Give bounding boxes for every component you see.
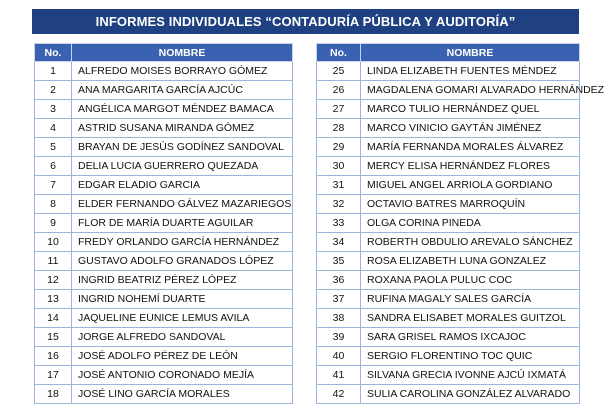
row-number: 38 xyxy=(317,309,361,328)
row-name: MAGDALENA GOMARI ALVARADO HERNÁNDEZ xyxy=(361,81,580,100)
row-number: 32 xyxy=(317,195,361,214)
table-row xyxy=(35,100,293,119)
row-name: RUFINA MAGALY SALES GARCÍA xyxy=(361,290,580,309)
row-number: 41 xyxy=(317,366,361,385)
column-header-name: NOMBRE xyxy=(361,44,580,62)
row-name: MIGUEL ANGEL ARRIOLA GORDIANO xyxy=(361,176,580,195)
row-number: 15 xyxy=(35,328,72,347)
table-row xyxy=(317,62,580,81)
table-row xyxy=(317,119,580,138)
row-name: JAQUELINE EUNICE LEMUS AVILA xyxy=(72,309,293,328)
table-row xyxy=(35,81,293,100)
table-row xyxy=(317,347,580,366)
table-header-row xyxy=(35,44,293,62)
row-number: 42 xyxy=(317,385,361,404)
row-name: SARA GRISEL RAMOS IXCAJOC xyxy=(361,328,580,347)
row-name: GUSTAVO ADOLFO GRANADOS LÓPEZ xyxy=(72,252,293,271)
table-row xyxy=(317,366,580,385)
table-row xyxy=(35,157,293,176)
row-number: 25 xyxy=(317,62,361,81)
row-number: 34 xyxy=(317,233,361,252)
row-number: 2 xyxy=(35,81,72,100)
table-row xyxy=(317,385,580,404)
row-name: MARÍA FERNANDA MORALES ÁLVAREZ xyxy=(361,138,580,157)
row-name: ANGÉLICA MARGOT MÉNDEZ BAMACA xyxy=(72,100,293,119)
row-number: 7 xyxy=(35,176,72,195)
column-header-name: NOMBRE xyxy=(72,44,293,62)
row-name: SULIA CAROLINA GONZÁLEZ ALVARADO xyxy=(361,385,580,404)
row-name: SILVANA GRECIA IVONNE AJCÚ IXMATÁ xyxy=(361,366,580,385)
table-row xyxy=(317,138,580,157)
table-row xyxy=(35,195,293,214)
row-number: 31 xyxy=(317,176,361,195)
table-row xyxy=(317,100,580,119)
row-number: 14 xyxy=(35,309,72,328)
table-row xyxy=(317,309,580,328)
row-number: 35 xyxy=(317,252,361,271)
table-row xyxy=(35,290,293,309)
table-row xyxy=(35,366,293,385)
table-row xyxy=(35,309,293,328)
row-name: JOSÉ LINO GARCÍA MORALES xyxy=(72,385,293,404)
row-number: 10 xyxy=(35,233,72,252)
table-row xyxy=(317,233,580,252)
row-number: 8 xyxy=(35,195,72,214)
row-name: DELIA LUCIA GUERRERO QUEZADA xyxy=(72,157,293,176)
row-name: ROXANA PAOLA PULUC COC xyxy=(361,271,580,290)
row-number: 37 xyxy=(317,290,361,309)
row-number: 29 xyxy=(317,138,361,157)
row-name: ASTRID SUSANA MIRANDA GÓMEZ xyxy=(72,119,293,138)
table-row xyxy=(317,271,580,290)
row-name: BRAYAN DE JESÚS GODÍNEZ SANDOVAL xyxy=(72,138,293,157)
row-name: OCTAVIO BATRES MARROQUÍN xyxy=(361,195,580,214)
table-row xyxy=(35,214,293,233)
table-row xyxy=(317,81,580,100)
table-row xyxy=(35,252,293,271)
row-number: 26 xyxy=(317,81,361,100)
row-name: OLGA CORINA PINEDA xyxy=(361,214,580,233)
row-name: EDGAR ELADIO GARCIA xyxy=(72,176,293,195)
names-table-right xyxy=(316,43,604,404)
table-row xyxy=(35,176,293,195)
row-number: 39 xyxy=(317,328,361,347)
table-row xyxy=(317,176,580,195)
table-row xyxy=(317,290,580,309)
row-name: INGRID NOHEMÍ DUARTE xyxy=(72,290,293,309)
table-row xyxy=(35,385,293,404)
row-number: 17 xyxy=(35,366,72,385)
column-header-number: No. xyxy=(317,44,361,62)
row-name: ROBERTH OBDULIO AREVALO SÁNCHEZ xyxy=(361,233,580,252)
row-number: 1 xyxy=(35,62,72,81)
table-row xyxy=(35,271,293,290)
row-name: ALFREDO MOISES BORRAYO GÓMEZ xyxy=(72,62,293,81)
row-number: 18 xyxy=(35,385,72,404)
table-row xyxy=(35,119,293,138)
row-number: 5 xyxy=(35,138,72,157)
row-name: FREDY ORLANDO GARCÍA HERNÁNDEZ xyxy=(72,233,293,252)
row-name: MERCY ELISA HERNÁNDEZ FLORES xyxy=(361,157,580,176)
row-number: 28 xyxy=(317,119,361,138)
row-name: ROSA ELIZABETH LUNA GONZALEZ xyxy=(361,252,580,271)
table-row xyxy=(317,214,580,233)
row-number: 3 xyxy=(35,100,72,119)
row-number: 12 xyxy=(35,271,72,290)
column-header-number: No. xyxy=(35,44,72,62)
row-number: 30 xyxy=(317,157,361,176)
table-header-row xyxy=(317,44,580,62)
row-name: SANDRA ELISABET MORALES GUITZOL xyxy=(361,309,580,328)
row-name: INGRID BEATRIZ PÉREZ LÓPEZ xyxy=(72,271,293,290)
row-name: ELDER FERNANDO GÁLVEZ MAZARIEGOS xyxy=(72,195,293,214)
row-name: JOSÉ ANTONIO CORONADO MEJÍA xyxy=(72,366,293,385)
table-row xyxy=(35,328,293,347)
row-name: FLOR DE MARÍA DUARTE AGUILAR xyxy=(72,214,293,233)
row-number: 6 xyxy=(35,157,72,176)
table-row xyxy=(317,195,580,214)
row-name: ANA MARGARITA GARCÍA AJCÚC xyxy=(72,81,293,100)
table-row xyxy=(35,233,293,252)
table-row xyxy=(35,347,293,366)
row-number: 9 xyxy=(35,214,72,233)
page-title: INFORMES INDIVIDUALES “CONTADURÍA PÚBLICA Y AUDITORÍA” xyxy=(32,9,579,34)
row-number: 27 xyxy=(317,100,361,119)
row-number: 40 xyxy=(317,347,361,366)
names-table-left xyxy=(34,43,293,404)
row-name: SERGIO FLORENTINO TOC QUIC xyxy=(361,347,580,366)
row-number: 4 xyxy=(35,119,72,138)
row-name: MARCO TULIO HERNÁNDEZ QUEL xyxy=(361,100,580,119)
row-name: MARCO VINICIO GAYTÁN JIMÉNEZ xyxy=(361,119,580,138)
row-number: 33 xyxy=(317,214,361,233)
row-number: 36 xyxy=(317,271,361,290)
row-number: 13 xyxy=(35,290,72,309)
table-row xyxy=(317,252,580,271)
table-row xyxy=(35,138,293,157)
row-number: 11 xyxy=(35,252,72,271)
table-row xyxy=(317,157,580,176)
table-row xyxy=(35,62,293,81)
table-row xyxy=(317,328,580,347)
row-number: 16 xyxy=(35,347,72,366)
row-name: JOSÉ ADOLFO PÉREZ DE LEÓN xyxy=(72,347,293,366)
row-name: LINDA ELIZABETH FUENTES MÉNDEZ xyxy=(361,62,580,81)
row-name: JORGE ALFREDO SANDOVAL xyxy=(72,328,293,347)
